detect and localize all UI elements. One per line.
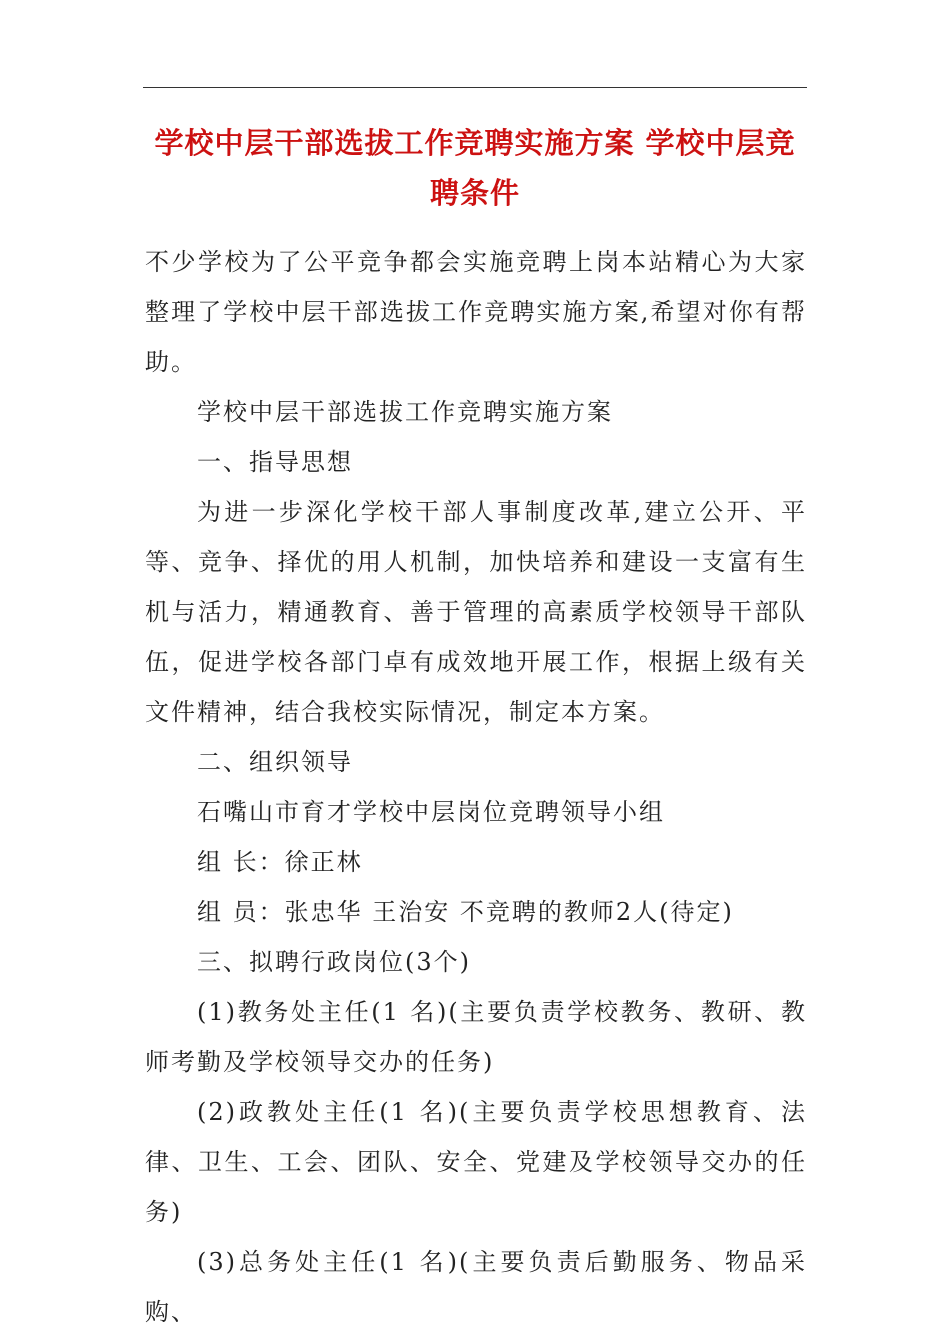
- paragraph-intro: 不少学校为了公平竞争都会实施竞聘上岗本站精心为大家整理了学校中层干部选拔工作竞聘实施方案,希望对你有帮助。: [145, 248, 807, 376]
- list-item-political-education: (2)政教处主任(1 名)(主要负责学校思想教育、法律、卫生、工会、团队、安全、党建及学校领导交办的任务): [145, 1098, 807, 1226]
- paragraph-plan-heading: 学校中层干部选拔工作竞聘实施方案: [197, 398, 613, 426]
- document-title: 学校中层干部选拔工作竞聘实施方案 学校中层竞聘条件: [154, 126, 796, 210]
- list-item-general-affairs: (3)总务处主任(1 名)(主要负责后勤服务、物品采购、: [145, 1248, 807, 1326]
- paragraph-group-leader: 组 长：徐正林: [197, 848, 363, 876]
- list-item-academic-affairs: (1)教务处主任(1 名)(主要负责学校教务、教研、教师考勤及学校领导交办的任务): [145, 998, 807, 1076]
- document-body: [145, 237, 807, 1337]
- paragraph-group-members: 组 员：张忠华 王治安 不竞聘的教师2人(待定): [197, 898, 734, 926]
- section-heading-guiding-ideology: 一、指导思想: [197, 448, 353, 476]
- paragraph-leading-group: 石嘴山市育才学校中层岗位竞聘领导小组: [197, 798, 665, 826]
- paragraph-guiding-ideology: 为进一步深化学校干部人事制度改革,建立公开、平等、竞争、择优的用人机制，加快培养和建设一支富有生机与活力，精通教育、善于管理的高素质学校领导干部队伍，促进学校各部门卓有成效地开展工作，根据上级有关文件精神，结合我校实际情况，制定本方案。: [145, 498, 807, 726]
- section-heading-organization: 二、组织领导: [197, 748, 353, 776]
- section-heading-positions: 三、拟聘行政岗位(3个): [197, 948, 471, 976]
- header-rule: [143, 87, 807, 88]
